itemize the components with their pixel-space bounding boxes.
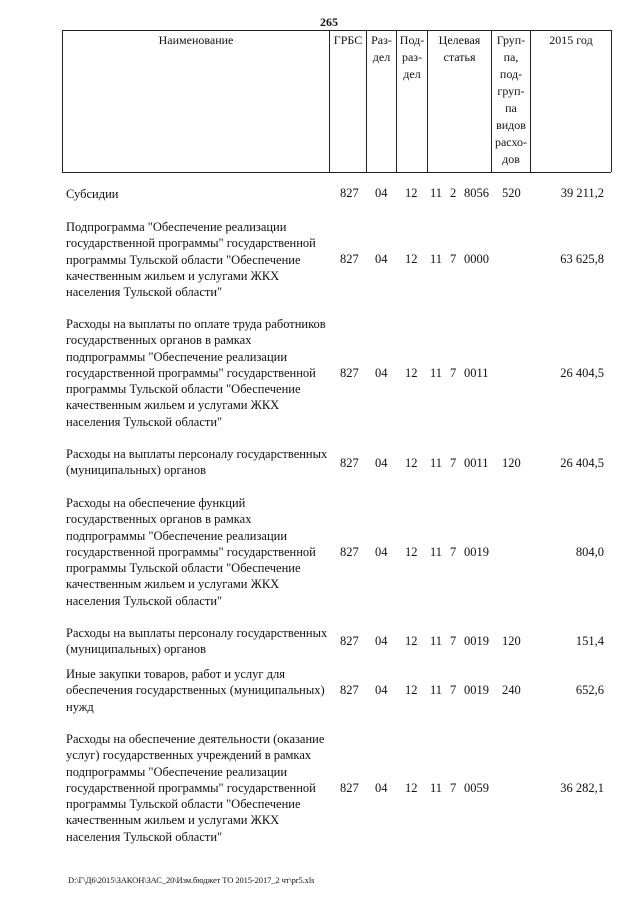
row-grbs: 827: [340, 252, 359, 266]
row-razdel: 04: [375, 545, 388, 559]
row-grbs: 827: [340, 456, 359, 470]
row-cs-subprogram: 7: [450, 634, 457, 648]
row-razdel: 04: [375, 366, 388, 380]
row-podrazdel: 12: [405, 634, 418, 648]
row-sum: 36 282,1: [560, 781, 604, 795]
row-cs-program: 11: [430, 683, 443, 697]
row-cs-code: 0019: [464, 634, 489, 648]
row-name: Подпрограмма "Обеспечение реализации государственной программы" государственной программы Тульской области "Обеспечение качественным жильем и услугами ЖКХ населения Тульской области": [66, 220, 316, 300]
row-name: Расходы на выплаты персоналу государственных (муниципальных) органов: [66, 626, 328, 657]
row-name: Расходы на выплаты персоналу государственных (муниципальных) органов: [66, 447, 328, 478]
row-grbs: 827: [340, 186, 359, 200]
row-cs-subprogram: 7: [450, 456, 457, 470]
row-cs-code: 0019: [464, 683, 489, 697]
row-cs-subprogram: 7: [450, 366, 457, 380]
row-vr: 520: [502, 186, 521, 200]
row-grbs: 827: [340, 545, 359, 559]
row-grbs: 827: [340, 634, 359, 648]
row-razdel: 04: [375, 634, 388, 648]
row-cs-program: 11: [430, 366, 443, 380]
row-sum: 39 211,2: [560, 186, 604, 200]
row-vr: 240: [502, 683, 521, 697]
row-vr: 120: [502, 634, 521, 648]
col-divider: [530, 30, 531, 172]
col-divider: [62, 30, 63, 172]
row-razdel: 04: [375, 186, 388, 200]
header-podrazdel: Под-раз-дел: [399, 33, 425, 81]
row-sum: 652,6: [575, 683, 604, 697]
row-cs-code: 0019: [464, 545, 489, 559]
row-cs-subprogram: 2: [450, 186, 457, 200]
page-number: 265: [320, 15, 338, 29]
header-gruppa: Груп-па, под-груп-па видов расхо-дов: [494, 33, 528, 166]
row-name: Иные закупки товаров, работ и услуг для обеспечения государственных (муниципальных) нужд: [66, 667, 325, 714]
row-cs-program: 11: [430, 252, 443, 266]
header-bottom-border: [62, 172, 611, 173]
row-sum: 26 404,5: [560, 456, 604, 470]
row-cs-subprogram: 7: [450, 252, 457, 266]
row-vr: 120: [502, 456, 521, 470]
row-cs-subprogram: 7: [450, 781, 457, 795]
row-cs-code: 0059: [464, 781, 489, 795]
header-celevaya: Целевая статья: [438, 33, 481, 64]
row-razdel: 04: [375, 456, 388, 470]
row-podrazdel: 12: [405, 683, 418, 697]
col-divider: [611, 30, 612, 172]
row-grbs: 827: [340, 781, 359, 795]
row-sum: 804,0: [575, 545, 604, 559]
row-podrazdel: 12: [405, 366, 418, 380]
row-cs-subprogram: 7: [450, 545, 457, 559]
row-cs-program: 11: [430, 456, 443, 470]
header-name: Наименование: [158, 33, 234, 47]
row-razdel: 04: [375, 683, 388, 697]
row-cs-program: 11: [430, 186, 443, 200]
row-podrazdel: 12: [405, 456, 418, 470]
table-top-border: [62, 30, 611, 31]
row-sum: 26 404,5: [560, 366, 604, 380]
row-razdel: 04: [375, 781, 388, 795]
row-name: Расходы на выплаты по оплате труда работников государственных органов в рамках подпрограммы "Обеспечение реализации государственной программы" государственной программы Тульской области "Обеспечение качественным жильем и услугами ЖКХ населения Тульской области": [66, 317, 326, 429]
row-podrazdel: 12: [405, 781, 418, 795]
row-cs-program: 11: [430, 634, 443, 648]
row-cs-subprogram: 7: [450, 683, 457, 697]
row-podrazdel: 12: [405, 186, 418, 200]
row-cs-code: 0011: [464, 456, 489, 470]
row-cs-code: 8056: [464, 186, 489, 200]
header-razdel: Раз-дел: [371, 33, 392, 64]
header-year: 2015 год: [549, 33, 593, 47]
row-cs-program: 11: [430, 545, 443, 559]
header-grbs: ГРБС: [333, 33, 363, 47]
row-name: Расходы на обеспечение деятельности (оказание услуг) государственных учреждений в рамках подпрограммы "Обеспечение реализации государственной программы" государственной программы Тульской области "Обеспечение качественным жильем и услугами ЖКХ населения Тульской области": [66, 732, 325, 844]
row-grbs: 827: [340, 366, 359, 380]
row-name: Расходы на обеспечение функций государственных органов в рамках подпрограммы "Обеспечение реализации государственной программы" государственной программы Тульской области "Обеспечение качественным жильем и услугами ЖКХ населения Тульской области": [66, 496, 316, 608]
row-cs-program: 11: [430, 781, 443, 795]
col-divider: [329, 30, 330, 172]
file-path-footer: D:\Г\Д6\2015\ЗАКОН\ЗАС_20\Изм.бюджет ТО 2015-2017_2 чт\pr5.xls: [68, 875, 315, 885]
row-grbs: 827: [340, 683, 359, 697]
row-razdel: 04: [375, 252, 388, 266]
row-sum: 63 625,8: [560, 252, 604, 266]
row-podrazdel: 12: [405, 545, 418, 559]
row-cs-code: 0011: [464, 366, 489, 380]
row-sum: 151,4: [575, 634, 604, 648]
row-name: Субсидии: [66, 187, 119, 201]
row-cs-code: 0000: [464, 252, 489, 266]
row-podrazdel: 12: [405, 252, 418, 266]
